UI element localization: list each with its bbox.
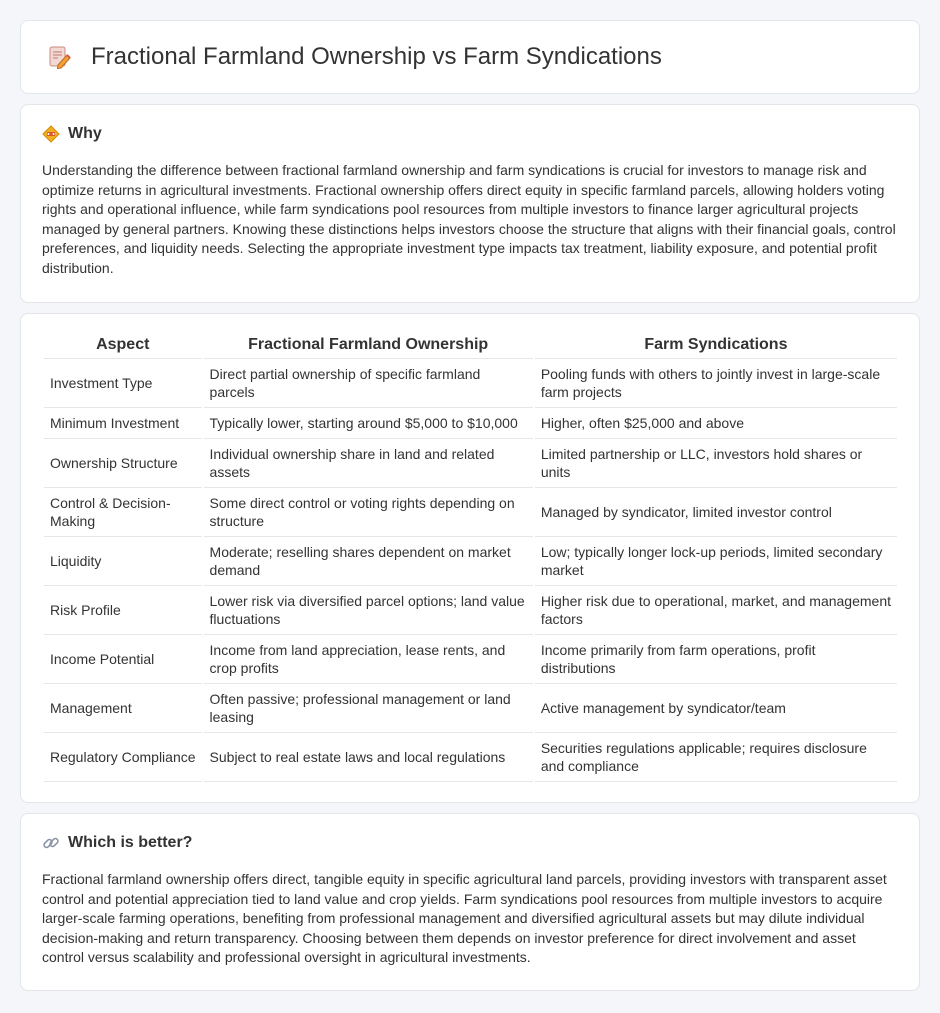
diamond-warning-icon (42, 125, 60, 143)
header-card (20, 20, 920, 94)
table-cell: Subject to real estate laws and local regulations (204, 733, 533, 782)
table-row (44, 586, 897, 635)
table-cell: Direct partial ownership of specific farmland parcels (204, 359, 533, 408)
comparison-table (42, 334, 899, 782)
table-cell: Often passive; professional management or land leasing (204, 684, 533, 733)
table-cell: Ownership Structure (44, 439, 202, 488)
why-card (20, 104, 920, 303)
table-cell: Higher risk due to operational, market, and management factors (535, 586, 897, 635)
column-header-syndications: Farm Syndications (535, 334, 897, 359)
why-heading: Why (68, 125, 102, 142)
table-cell: Liquidity (44, 537, 202, 586)
table-cell: Individual ownership share in land and related assets (204, 439, 533, 488)
table-cell: Pooling funds with others to jointly invest in large-scale farm projects (535, 359, 897, 408)
table-cell: Securities regulations applicable; requires disclosure and compliance (535, 733, 897, 782)
table-cell: Some direct control or voting rights depending on structure (204, 488, 533, 537)
column-header-aspect: Aspect (44, 334, 202, 359)
document-edit-icon (45, 43, 73, 71)
table-cell: Risk Profile (44, 586, 202, 635)
table-cell: Regulatory Compliance (44, 733, 202, 782)
table-cell: Higher, often $25,000 and above (535, 408, 897, 439)
table-cell: Income primarily from farm operations, profit distributions (535, 635, 897, 684)
table-cell: Lower risk via diversified parcel options; land value fluctuations (204, 586, 533, 635)
table-cell: Income Potential (44, 635, 202, 684)
table-cell: Management (44, 684, 202, 733)
table-cell: Control & Decision-Making (44, 488, 202, 537)
table-cell: Income from land appreciation, lease rents, and crop profits (204, 635, 533, 684)
table-cell: Managed by syndicator, limited investor control (535, 488, 897, 537)
why-text: Understanding the difference between fractional farmland ownership and farm syndications is crucial for investors to manage risk and optimize returns in agricultural investments. Fractional ownership offers direct equity in specific farmland parcels, allowing holders voting rights and operational influence, while farm syndications pool resources from multiple investors to finance larger agricultural projects managed by general partners. Knowing these distinctions helps investors choose the structure that aligns with their financial goals, control preferences, and liquidity needs. Selecting the appropriate investment type impacts tax treatment, liability exposure, and potential profit distribution. (42, 162, 896, 276)
table-cell: Moderate; reselling shares dependent on market demand (204, 537, 533, 586)
table-row (44, 684, 897, 733)
table-cell: Low; typically longer lock-up periods, limited secondary market (535, 537, 897, 586)
page-title: Fractional Farmland Ownership vs Farm Syndications (91, 43, 662, 70)
table-cell: Minimum Investment (44, 408, 202, 439)
link-icon (42, 834, 60, 852)
table-row (44, 359, 897, 408)
table-row (44, 537, 897, 586)
table-cell: Active management by syndicator/team (535, 684, 897, 733)
table-row (44, 635, 897, 684)
table-row (44, 488, 897, 537)
better-heading: Which is better? (68, 834, 193, 851)
which-is-better-card (20, 813, 920, 991)
better-heading-row (42, 834, 899, 852)
table-cell: Limited partnership or LLC, investors hold shares or units (535, 439, 897, 488)
table-header-row (44, 334, 897, 359)
comparison-table-card (20, 313, 920, 803)
table-cell: Typically lower, starting around $5,000 to $10,000 (204, 408, 533, 439)
table-row (44, 733, 897, 782)
table-cell: Investment Type (44, 359, 202, 408)
why-heading-row (42, 125, 899, 143)
column-header-fractional: Fractional Farmland Ownership (204, 334, 533, 359)
table-row (44, 408, 897, 439)
better-text: Fractional farmland ownership offers direct, tangible equity in specific agricultural land parcels, providing investors with transparent asset control and potential appreciation tied to land value and crop yields. Farm syndications pool resources from multiple investors to acquire larger-scale farming operations, benefiting from professional management and diversified agricultural assets but may dilute individual decision-making and return transparency. Choosing between them depends on investor preference for direct involvement and asset control versus scalability and professional oversight in agricultural investments. (42, 871, 887, 965)
table-row (44, 439, 897, 488)
